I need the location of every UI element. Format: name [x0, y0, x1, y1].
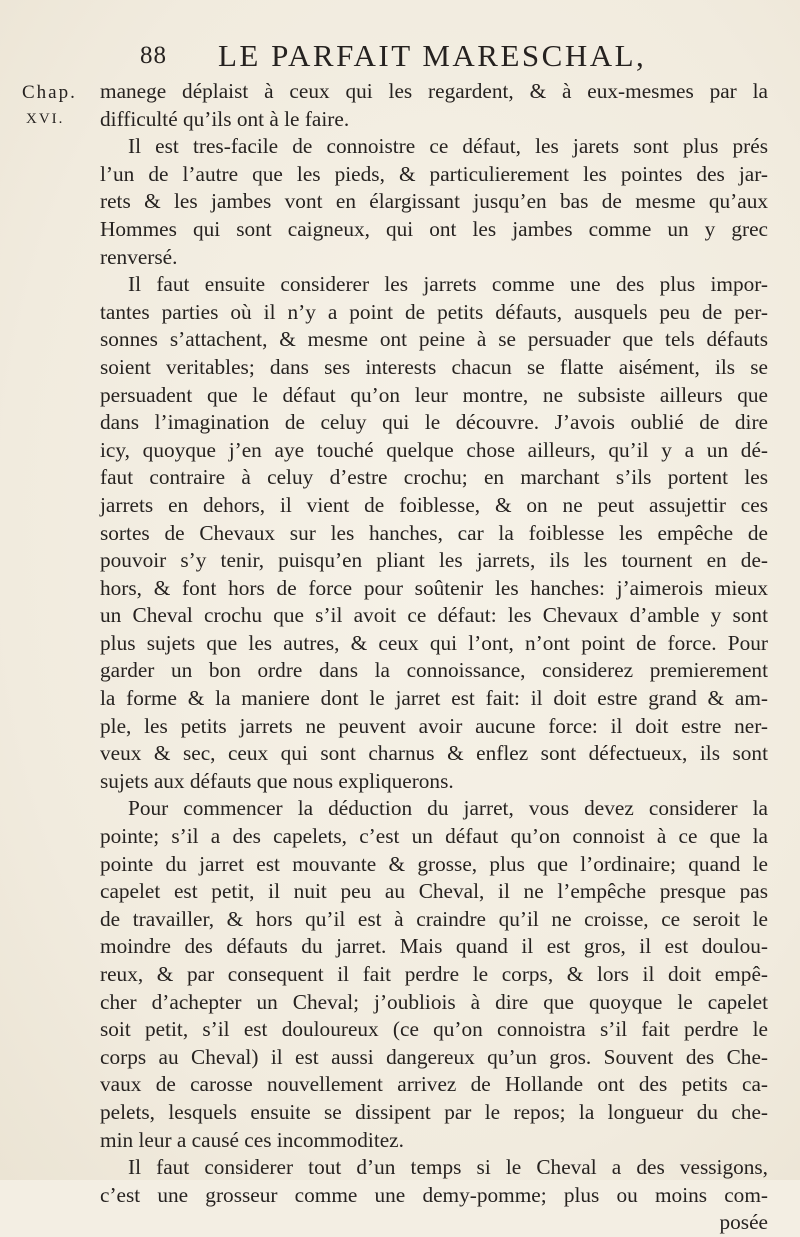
- text-line: min leur a causé ces incommoditez.: [100, 1127, 404, 1152]
- text-line: Pour commencer la déduction du jarret, vous devez considerer la: [128, 796, 768, 821]
- page-number: 88: [140, 42, 167, 69]
- text-line: pointe du jarret est mouvante & grosse, plus que l’ordinaire; quand le: [100, 851, 768, 876]
- text-line: pouvoir s’y tenir, puisqu’en pliant les jarrets, ils les tournent en de-: [100, 548, 768, 573]
- text-line: un Cheval crochu que s’il avoit ce défaut: les Chevaux d’amble y sont: [100, 603, 768, 628]
- text-line: sujets aux défauts que nous expliquerons.: [100, 768, 454, 793]
- body-text: [100, 78, 768, 1237]
- chapter-number: XVI.: [26, 111, 65, 127]
- text-line: persuadent que le défaut qu’on leur montre, ne subsiste ailleurs que: [100, 382, 768, 407]
- running-head: [140, 38, 700, 78]
- text-line: icy, quoyque j’en aye touché quelque chose ailleurs, qu’il y a un dé-: [100, 437, 768, 462]
- text-line: sonnes s’attachent, & mesme ont peine à se persuader que tels défauts: [100, 327, 768, 352]
- text-line: Il faut ensuite considerer les jarrets comme une des plus impor-: [128, 272, 768, 297]
- text-line: renversé.: [100, 244, 178, 269]
- chapter-label: Chap.: [22, 82, 77, 103]
- text-line: difficulté qu’ils ont à le faire.: [100, 106, 350, 131]
- text-line: Hommes qui sont caigneux, qui ont les jambes comme un y grec: [100, 216, 768, 241]
- chapter-margin-note: [22, 80, 77, 132]
- text-line: capelet est petit, il nuit peu au Cheval, il ne l’empêche presque pas: [100, 879, 768, 904]
- text-line: Il faut considerer tout d’un temps si le Cheval a des vessigons,: [128, 1155, 768, 1180]
- text-line: moindre des défauts du jarret. Mais quand il est gros, il est doulou-: [100, 934, 768, 959]
- text-line: vaux de carosse nouvellement arrivez de Hollande ont des petits ca-: [100, 1072, 768, 1097]
- text-line: jarrets en dehors, il vient de foiblesse, & on ne peut assujettir ces: [100, 492, 768, 517]
- text-line: soient veritables; dans ses interests chacun se flatte aisément, ils se: [100, 354, 768, 379]
- text-line: veux & sec, ceux qui sont charnus & enflez sont défectueux, ils sont: [100, 741, 768, 766]
- text-line: faut contraire à celuy d’estre crochu; en marchant s’ils portent les: [100, 465, 768, 490]
- text-line: manege déplaist à ceux qui les regardent, & à eux-mesmes par la: [100, 79, 768, 103]
- text-line: pointe; s’il a des capelets, c’est un défaut qu’on connoist à ce que la: [100, 824, 768, 849]
- text-line: soit petit, s’il est douloureux (ce qu’on connoistra s’il fait perdre le: [100, 1017, 768, 1042]
- text-line: l’un de l’autre que les pieds, & particulierement les pointes des jar-: [100, 161, 768, 186]
- text-line: garder un bon ordre dans la connoissance, considerez premierement: [100, 658, 768, 683]
- text-line: dans l’imagination de celuy qui le découvre. J’avois oublié de dire: [100, 410, 768, 435]
- text-line: ple, les petits jarrets ne peuvent avoir aucune force: il doit estre ner-: [100, 713, 768, 738]
- running-title: LE PARFAIT MARESCHAL,: [218, 38, 647, 73]
- text-line: sortes de Chevaux sur les hanches, car la foiblesse les empêche de: [100, 520, 768, 545]
- text-line: tantes parties où il n’y a point de petits défauts, ausquels peu de per-: [100, 299, 768, 324]
- text-line: Il est tres-facile de connoistre ce défaut, les jarets sont plus prés: [128, 134, 768, 159]
- text-line: la forme & la maniere dont le jarret est fait: il doit estre grand & am-: [100, 686, 768, 711]
- text-line: rets & les jambes vont en élargissant jusqu’en bas de mesme qu’aux: [100, 189, 768, 214]
- text-line: reux, & par consequent il fait perdre le corps, & lors il doit empê-: [100, 962, 768, 986]
- text-line: cher d’achepter un Cheval; j’oubliois à dire que quoyque le capelet: [100, 989, 768, 1014]
- text-line: c’est une grosseur comme une demy-pomme; plus ou moins com-: [100, 1182, 768, 1207]
- text-line: de travailler, & hors qu’il est à craindre qu’il ne croisse, ce seroit le: [100, 906, 768, 931]
- text-line: pelets, lesquels ensuite se dissipent par le repos; la longueur du che-: [100, 1099, 768, 1124]
- text-line: hors, & font hors de force pour soûtenir les hanches: j’aimerois mieux: [100, 575, 768, 600]
- text-line: corps au Cheval) il est aussi dangereux qu’un gros. Souvent des Che-: [100, 1044, 768, 1069]
- text-line: plus sujets que les autres, & ceux qui l’ont, n’ont point de force. Pour: [100, 630, 768, 655]
- text-line: posée: [719, 1210, 768, 1235]
